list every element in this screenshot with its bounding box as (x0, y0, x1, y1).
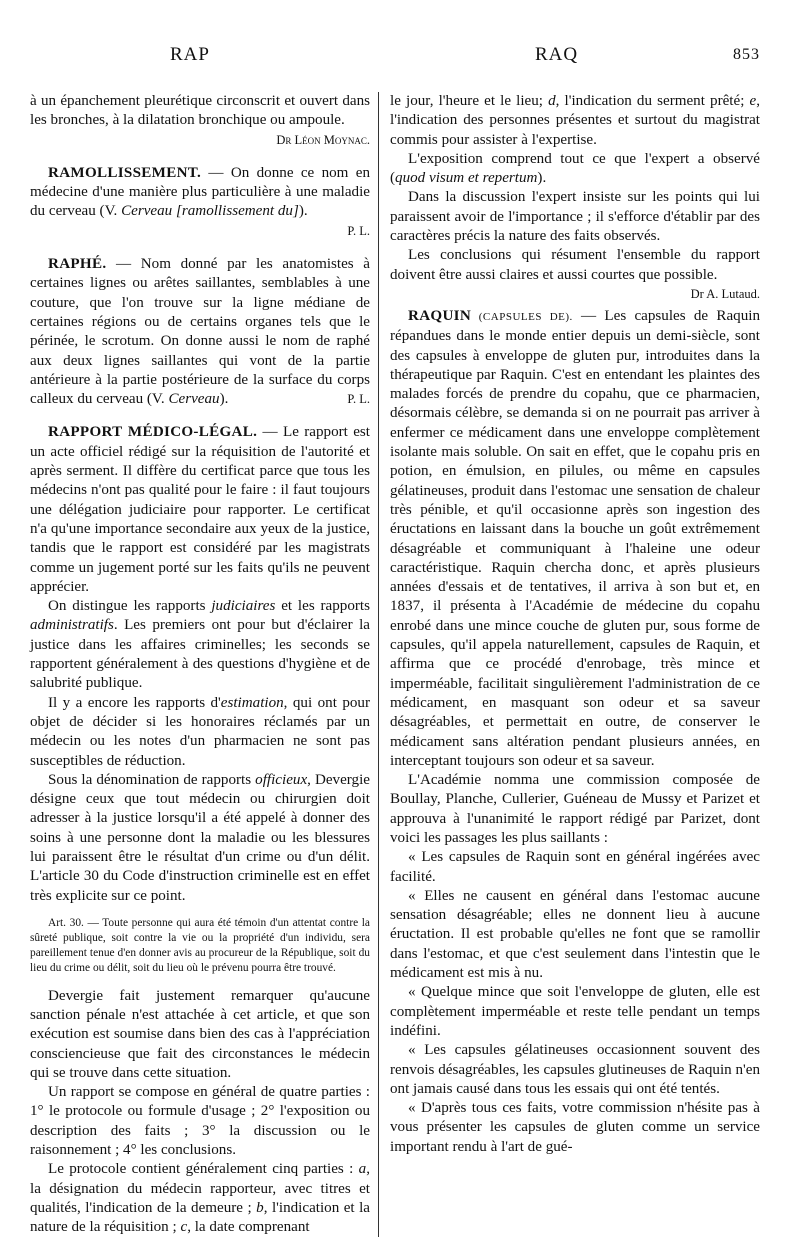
entry-text-tail: ). (298, 203, 308, 220)
entry-ramollissement (30, 164, 370, 241)
headword-subtitle: (CAPSULES DE). (471, 310, 573, 323)
running-head-left: RAP (170, 44, 210, 65)
signature: Dr Léon Moynac. (276, 132, 370, 147)
quote-paragraph: « D'après tous ces faits, votre commission n'hésite pas à vous présenter les capsules de gluten comme un service important rendu à l'art de gué- (390, 1100, 760, 1155)
quote-paragraph: « Les capsules gélatineuses occasionnent souvent des renvois désagréables, les capsules glutineuses de Raquin n'en ont jamais causé dans tous les essais qui ont été tentés. (390, 1042, 760, 1097)
quote-paragraph: « Quelque mince que soit l'enveloppe de gluten, elle est complètement imperméable et reste telle pendant un temps indéfini. (390, 984, 760, 1039)
entry-continuation (390, 92, 760, 301)
signature: P. L. (347, 223, 370, 238)
running-head-center: RAQ (535, 44, 579, 65)
entry-text: — Nom donné par les anatomistes à certaines lignes ou arêtes saillantes, semblables à une couture, que l'on trouve sur la ligne médiane de certaines régions ou de certains organes tels que le périnée, le scrotum. On donne aussi le nom de raphé aux deux lignes saillantes qui vont de la partie antérieure à la partie postérieure de la surface du corps calleux du cerveau (V. (30, 256, 370, 408)
column-divider (378, 92, 379, 1237)
right-column (390, 92, 760, 1157)
entry-text: — Les capsules de Raquin répandues dans le monde entier depuis un demi-siècle, sont des capsules à enveloppe de gluten pur, introduites dans la thérapeutique par Raquin. C'est en entendant les plaintes des malades forcés de prendre du copahu, que ce pharmacien, désormais célèbre, se demanda si on ne pourrait pas arriver à enfermer ce médicament dans une enveloppe complètement isolante mais soluble. On sait en effet, que le copahu pris en potion, en émulsion, en pilules, ou même en capsules gélatineuses, produit dans l'estomac une sensation de chaleur très pénible, et qu'il occasionne après son ingestion des éructations en laissant dans la bouche un goût extrêmement désagréable et communiquant à l'haleine une odeur caractéristique. Raquin chercha donc, et après plusieurs années d'essais et de tentatives, il arriva à son but et, en 1837, il présenta à l'Académie de médecine du copahu enrobé dans une mince couche de gluten pur, sous forme de capsules, qu'il appela naturellement, capsules de Raquin, et affirma que ce procédé d'enrobage, très mince et imperméable, facilitait singulièrement l'administration de ce médicament, en masquant son odeur et sa saveur désagréables, et permettait en outre, de conserver le médicament sans altération pendant plusieurs années, en interceptant toujours son odeur et sa saveur. (390, 307, 761, 769)
intro-text: à un épanchement pleurétique circonscrit et ouvert dans les bronches, à la dilatation bronchique ou ampoule. (30, 93, 370, 129)
entry-text: — Le rapport est un acte officiel rédigé sur la réquisition de l'autorité et après serment. Il diffère du certificat parce que tous les médecins n'ont pas qualité pour le faire : il faut toujours une délégation judiciaire pour rapporter. Le certificat n'a qu'une importance secondaire aux yeux de la justice, tandis que le rapport est considéré par les magistrats comme un jugement porté sur les faits qu'ils ne peuvent apprécier. (30, 424, 370, 595)
entry-continuation (30, 92, 370, 150)
legal-article-quote: Art. 30. — Toute personne qui aura été témoin d'un attentat contre la sûreté publique, soit contre la vie ou la propriété d'un individu, sera pareillement tenue d'en donner avis au procureur de la République, soit du lieu du crime ou délit, soit du lieu où le prévenu pourra être trouvé. (30, 916, 370, 975)
paragraph: On distingue les rapports judiciaires et les rapports administratifs. Les premiers ont pour but d'éclairer la justice dans les affaires criminelles; les seconds se rapportent généralement à des questions d'hygiène et de salubrité publique. (30, 598, 370, 692)
headword: RAQUIN (408, 307, 472, 324)
paragraph: Sous la dénomination de rapports officieux, Devergie désigne ceux que tout médecin ou chirurgien doit adresser à la justice lorsqu'il a été appelé à donner des soins à une personne dont la maladie ou les blessures lui paraissent être le résultat d'un crime ou d'un délit. L'article 30 du Code d'instruction criminelle est en effet très explicite sur ce point. (30, 771, 370, 904)
signature: Dr A. Lutaud. (690, 286, 760, 301)
paragraph: L'exposition comprend tout ce que l'expert a observé (quod visum et repertum). (390, 150, 760, 187)
page-number: 853 (733, 46, 760, 63)
entry-raphe (30, 255, 370, 409)
quote-paragraph: « Elles ne causent en général dans l'estomac aucune sensation désagréable; elles ne donnent lieu à aucune éructation. Il est probable qu'elles ne font que se ramollir dans l'estomac, et que c'est seulement dans l'intestin que le médicament est mis à nu. (390, 887, 760, 982)
paragraph: L'Académie nomma une commission composée de Boullay, Planche, Cullerier, Guéneau de Mussy et Parizet et approuva à l'unanimité le rapport rédigé par Parizet, dont voici les passages les plus saillants : (390, 772, 760, 846)
entry-text: — On donne ce nom en médecine d'une manière plus particulière à une maladie du cerveau (V. (30, 164, 370, 220)
paragraph: le jour, l'heure et le lieu; d, l'indication du serment prêté; e, l'indication des personnes présentes et surtout du magistrat commis pour assister à l'expertise. (390, 93, 760, 148)
quote-paragraph: « Les capsules de Raquin sont en général ingérées avec facilité. (390, 849, 760, 885)
entry-text-tail: ). (219, 391, 229, 408)
cross-reference: Cerveau (168, 391, 220, 408)
entry-rapport-medico-legal (30, 423, 370, 1237)
paragraph: Les conclusions qui résument l'ensemble du rapport doivent être aussi claires et aussi courtes que possible. Dr A. Lutaud. (390, 246, 760, 285)
paragraph: Un rapport se compose en général de quatre parties : 1° le protocole ou formule d'usage ; 2° l'exposition ou description des faits ; 3° la discussion ou le raisonnement ; 4° les conclusions. (30, 1084, 370, 1159)
cross-reference: Cerveau [ramollissement du] (121, 203, 299, 220)
paragraph: Le protocole contient généralement cinq parties : a, la désignation du médecin rapporteur, avec titres et qualités, l'indication de la demeure ; b, l'indication et la nature de la réquisition ; c, la date comprenant (30, 1161, 370, 1236)
paragraph: Devergie fait justement remarquer qu'aucune sanction pénale n'est attachée à cet article, et que son exécution est soumise dans bien des cas à l'appréciation consciencieuse que fait des circonstances le médecin qui se trouve dans cette situation. (30, 987, 370, 1081)
headword: RAMOLLISSEMENT. (48, 164, 202, 181)
headword: RAPPORT MÉDICO-LÉGAL. (48, 424, 258, 441)
signature: P. L. (347, 392, 370, 407)
paragraph: Il y a encore les rapports d'estimation, qui ont pour objet de décider si les honoraires réclamés par un médecin ou les notes d'un pharmacien ne sont pas susceptibles de réduction. (30, 694, 370, 769)
headword: RAPHÉ. (48, 256, 107, 273)
left-column (30, 92, 370, 1238)
entry-raquin (390, 307, 760, 1157)
paragraph: Dans la discussion l'expert insiste sur les points qui lui paraissent avoir de l'importance ; il s'efforce d'établir par des caractères précis la nature des faits observés. (390, 189, 760, 245)
